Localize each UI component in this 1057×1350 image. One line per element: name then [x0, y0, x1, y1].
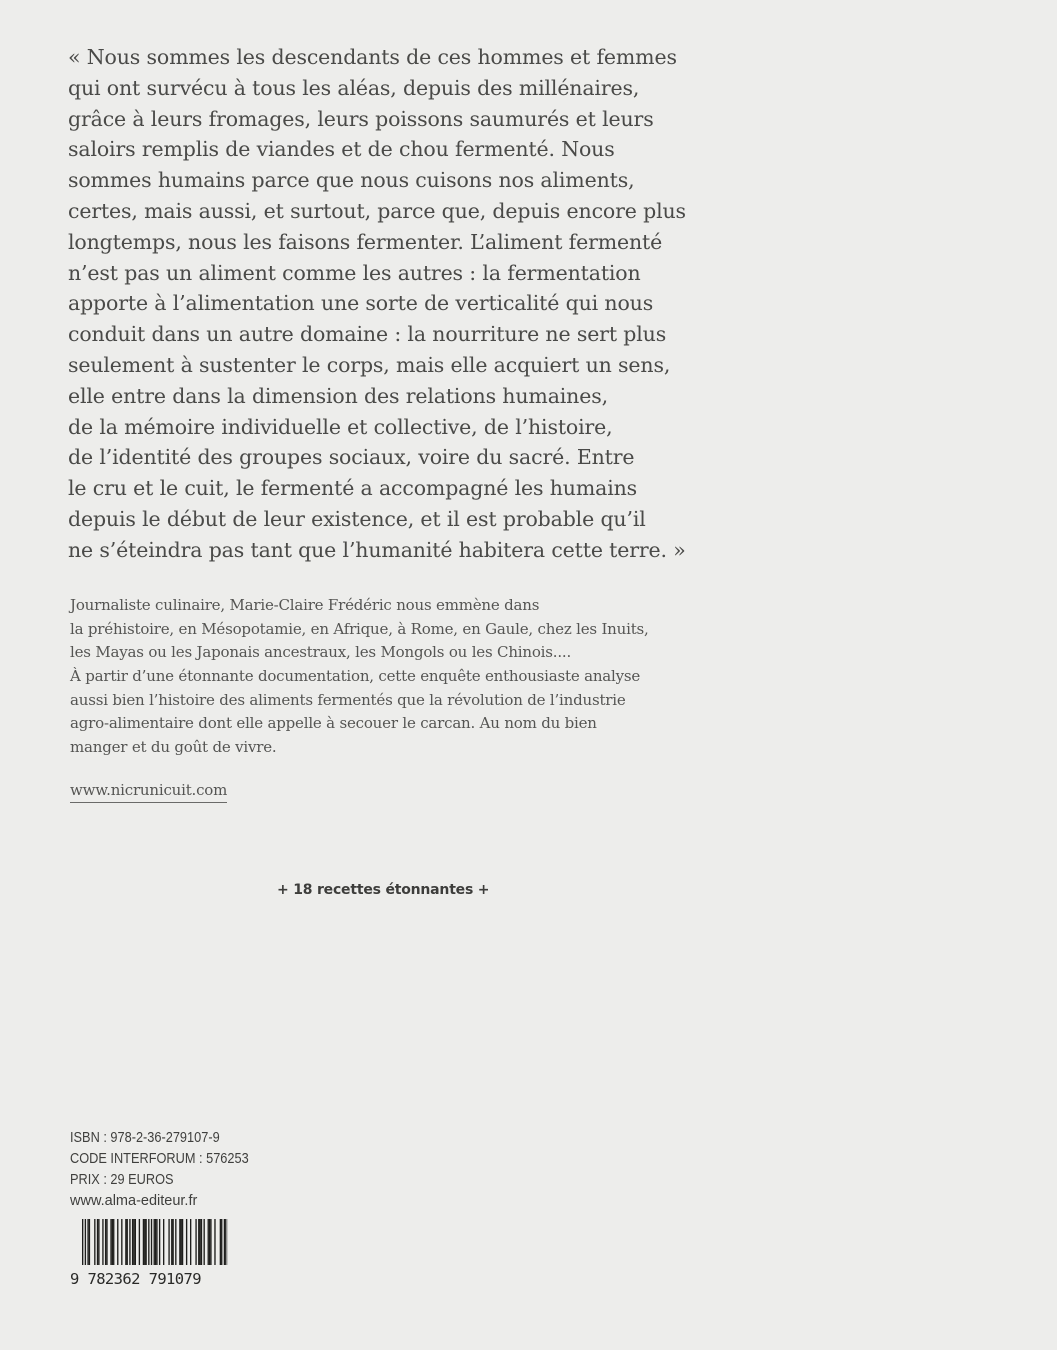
barcode-bar	[168, 1219, 169, 1265]
barcode-bar	[133, 1219, 134, 1265]
barcode-bar	[209, 1219, 210, 1265]
barcode-bar	[121, 1219, 122, 1265]
author-blurb	[70, 594, 770, 760]
publication-info	[70, 1128, 273, 1212]
barcode-bar	[198, 1219, 199, 1265]
code-interforum-text: CODE INTERFORUM : 576253	[70, 1151, 249, 1167]
barcode-bar	[127, 1219, 128, 1265]
quote-block	[68, 42, 788, 566]
quote-line: apporte à l’alimentation une sorte de verticalité qui nous	[68, 291, 654, 316]
quote-line: grâce à leurs fromages, leurs poissons saumurés et leurs	[68, 106, 654, 131]
quote-line: sommes humains parce que nous cuisons nos aliments,	[68, 168, 635, 193]
barcode-bar	[143, 1219, 144, 1265]
blurb-line: la préhistoire, en Mésopotamie, en Afrique, à Rome, en Gaule, chez les Inuits,	[70, 619, 649, 638]
quote-line: longtemps, nous les faisons fermenter. L’aliment fermenté	[68, 229, 663, 254]
barcode-bar	[154, 1219, 155, 1265]
quote-line: « Nous sommes les descendants de ces hommes et femmes	[68, 45, 677, 69]
barcode-bars	[68, 1219, 228, 1271]
blurb-line: À partir d’une étonnante documentation, cette enquête enthousiaste analyse	[70, 667, 641, 686]
blurb-line: Journaliste culinaire, Marie-Claire Frédéric nous emmène dans	[70, 596, 540, 614]
barcode-bar	[159, 1219, 160, 1265]
barcode-bar	[117, 1219, 118, 1265]
blurb-line: les Mayas ou les Japonais ancestraux, les Mongols ou les Chinois....	[70, 643, 572, 662]
barcode-digits: 9 782362 791079	[70, 1270, 201, 1288]
barcode-bar	[82, 1219, 83, 1265]
barcode-bar	[171, 1219, 172, 1265]
barcode-bar	[144, 1219, 145, 1265]
barcode-bar	[186, 1219, 187, 1265]
barcode-bar	[181, 1219, 182, 1265]
barcode-bar	[148, 1219, 149, 1265]
barcode-bar	[129, 1219, 130, 1265]
barcode-bar	[139, 1219, 140, 1265]
barcode-bar	[85, 1219, 86, 1265]
quote-line: qui ont survécu à tous les aléas, depuis des millénaires,	[68, 75, 640, 100]
quote-line: certes, mais aussi, et surtout, parce que, depuis encore plus	[68, 198, 686, 223]
barcode-bar	[94, 1219, 95, 1265]
quote-line: depuis le début de leur existence, et il est probable qu’il	[68, 506, 646, 531]
barcode-bar	[199, 1219, 200, 1265]
barcode-bar	[156, 1219, 157, 1265]
barcode-bar	[190, 1219, 191, 1265]
barcode-bar	[210, 1219, 211, 1265]
barcode-bar	[110, 1219, 111, 1265]
recipes-tagline: + 18 recettes étonnantes +	[277, 882, 490, 898]
quote-line: conduit dans un autre domaine : la nourriture ne sert plus	[68, 322, 667, 347]
barcode-bar	[214, 1219, 215, 1265]
quote-line: saloirs remplis de viandes et de chou fermenté. Nous	[68, 137, 615, 162]
quote-line: ne s’éteindra pas tant que l’humanité habitera cette terre. »	[68, 537, 686, 562]
barcode-bar	[220, 1219, 221, 1265]
barcode-bar	[135, 1219, 136, 1265]
barcode-bar	[97, 1219, 98, 1265]
barcode-bar	[145, 1219, 146, 1265]
isbn-text: ISBN : 978-2-36-279107-9	[70, 1130, 220, 1146]
barcode-bar	[106, 1219, 107, 1265]
barcode-bar	[163, 1219, 164, 1265]
quote-line: n’est pas un aliment comme les autres : la fermentation	[68, 260, 641, 285]
barcode-bar	[221, 1219, 222, 1265]
barcode-bar	[208, 1219, 209, 1265]
barcode-bar	[87, 1219, 88, 1265]
blurb-line: agro-alimentaire dont elle appelle à secouer le carcan. Au nom du bien	[70, 714, 597, 733]
barcode-bar	[125, 1219, 126, 1265]
quote-line: seulement à sustenter le corps, mais elle acquiert un sens,	[68, 352, 671, 377]
barcode-bar	[155, 1219, 156, 1265]
publisher-website: www.alma-editeur.fr	[70, 1193, 198, 1209]
barcode-bar	[195, 1219, 196, 1265]
barcode-bar	[102, 1219, 103, 1265]
barcode-bar	[105, 1219, 106, 1265]
barcode-bar	[113, 1219, 114, 1265]
barcode-bar	[224, 1219, 225, 1265]
barcode-bar	[172, 1219, 173, 1265]
price-text: PRIX : 29 EUROS	[70, 1172, 174, 1188]
blurb-line: aussi bien l’histoire des aliments fermentés que la révolution de l’industrie	[70, 690, 626, 709]
barcode-bar	[151, 1219, 152, 1265]
barcode-bar	[98, 1219, 99, 1265]
quote-line: de la mémoire individuelle et collective, de l’histoire,	[68, 414, 613, 439]
barcode-bar	[182, 1219, 183, 1265]
barcode-bar	[179, 1219, 180, 1265]
barcode-bar	[112, 1219, 113, 1265]
barcode-bar	[201, 1219, 202, 1265]
barcode-bar	[132, 1219, 133, 1265]
quote-line: le cru et le cuit, le fermenté a accompagné les humains	[68, 476, 638, 501]
quote-line: elle entre dans la dimension des relations humaines,	[68, 383, 608, 408]
barcode-bar	[204, 1219, 205, 1265]
blurb-line: manger et du goût de vivre.	[70, 738, 277, 757]
barcode-bar	[89, 1219, 90, 1265]
quote-line: de l’identité des groupes sociaux, voire du sacré. Entre	[68, 445, 635, 470]
website-link: www.nicrunicuit.com	[70, 779, 227, 803]
barcode-bar	[175, 1219, 176, 1265]
barcode-bar	[225, 1219, 226, 1265]
